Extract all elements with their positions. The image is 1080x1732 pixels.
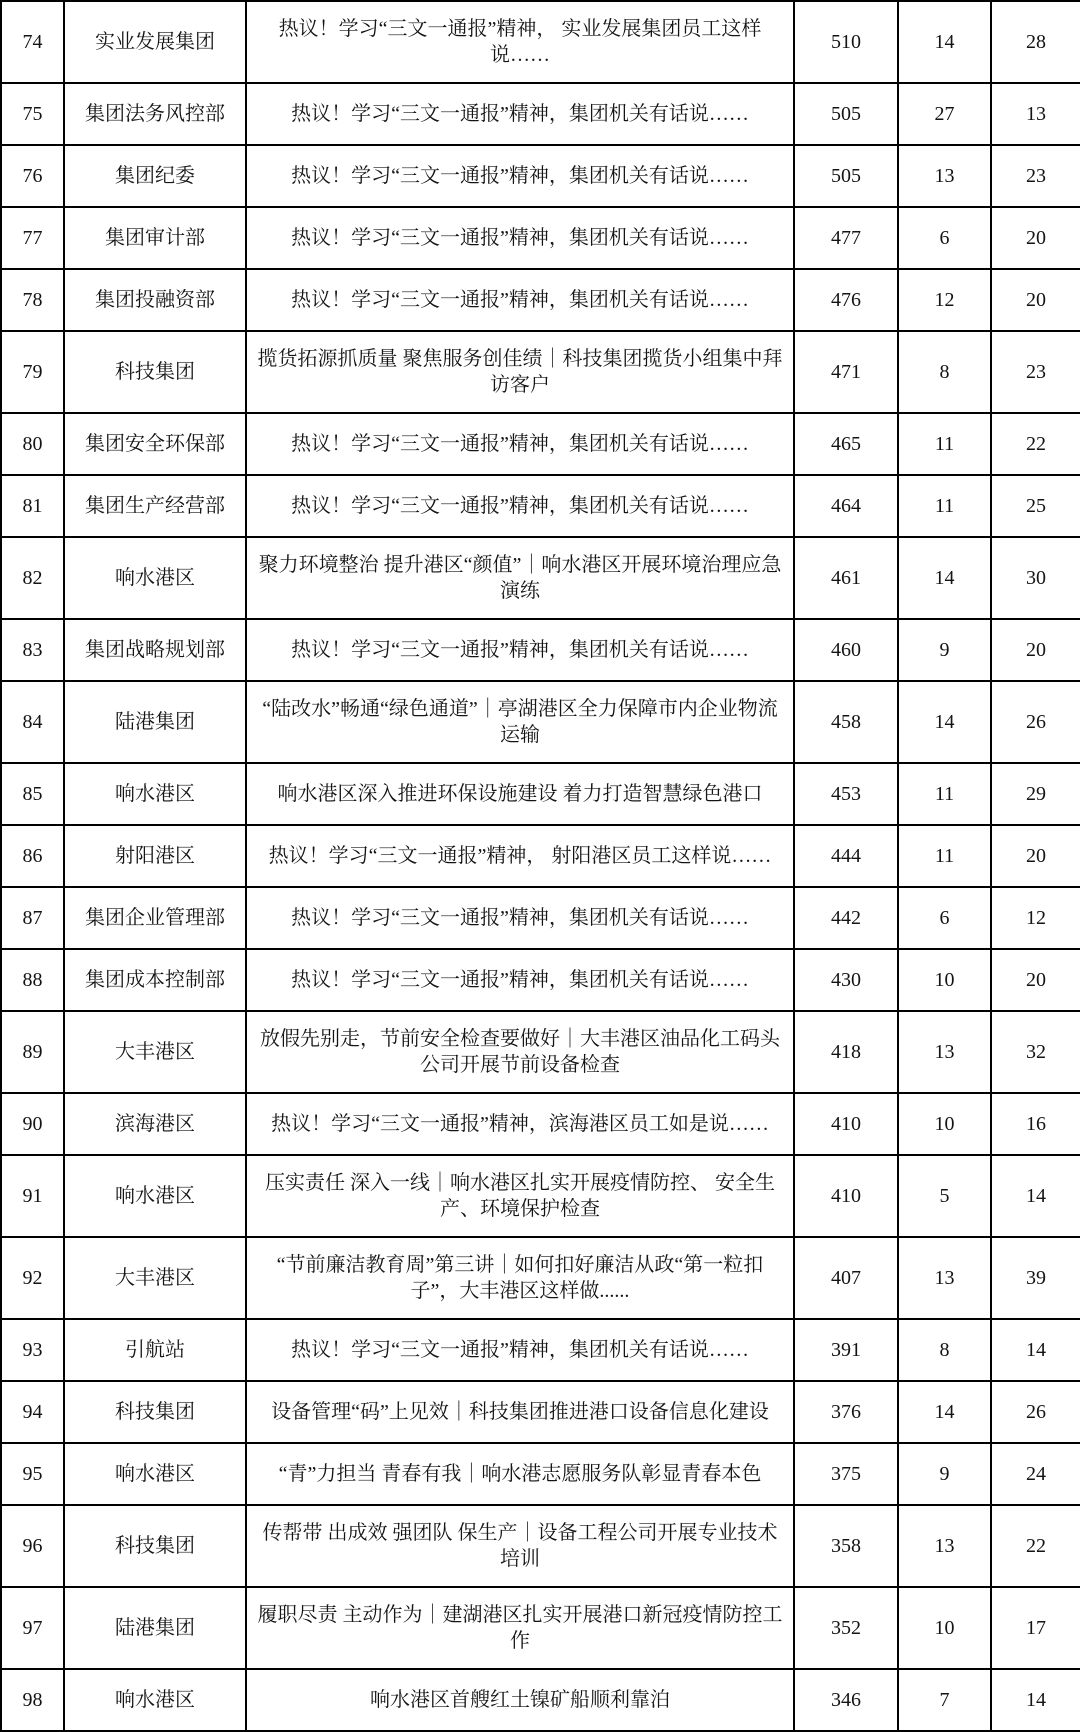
num1-cell: 505 (794, 145, 898, 207)
department-cell: 集团成本控制部 (64, 949, 246, 1011)
num2-cell: 14 (898, 1381, 991, 1443)
table-row (1, 1155, 1080, 1237)
row-number-cell: 84 (1, 681, 64, 763)
num1-cell: 465 (794, 413, 898, 475)
table-row (1, 207, 1080, 269)
row-number-cell: 82 (1, 537, 64, 619)
department-cell: 集团战略规划部 (64, 619, 246, 681)
num2-cell: 13 (898, 1011, 991, 1093)
table-row (1, 1, 1080, 83)
num1-cell: 410 (794, 1093, 898, 1155)
table-row (1, 331, 1080, 413)
row-number-cell: 75 (1, 83, 64, 145)
row-number-cell: 90 (1, 1093, 64, 1155)
num3-cell: 24 (991, 1443, 1080, 1505)
num1-cell: 430 (794, 949, 898, 1011)
department-cell: 集团审计部 (64, 207, 246, 269)
num1-cell: 477 (794, 207, 898, 269)
article-title-cell: “青”力担当 青春有我｜响水港志愿服务队彰显青春本色 (246, 1443, 794, 1505)
row-number-cell: 87 (1, 887, 64, 949)
num1-cell: 471 (794, 331, 898, 413)
num3-cell: 39 (991, 1237, 1080, 1319)
row-number-cell: 94 (1, 1381, 64, 1443)
department-cell: 陆港集团 (64, 1587, 246, 1669)
table-row (1, 475, 1080, 537)
row-number-cell: 85 (1, 763, 64, 825)
num3-cell: 23 (991, 145, 1080, 207)
num1-cell: 418 (794, 1011, 898, 1093)
article-title-cell: 热议！学习“三文一通报”精神，集团机关有话说…… (246, 145, 794, 207)
num1-cell: 442 (794, 887, 898, 949)
row-number-cell: 88 (1, 949, 64, 1011)
department-cell: 科技集团 (64, 1505, 246, 1587)
department-cell: 科技集团 (64, 1381, 246, 1443)
department-cell: 引航站 (64, 1319, 246, 1381)
num2-cell: 13 (898, 1237, 991, 1319)
num2-cell: 9 (898, 619, 991, 681)
num2-cell: 10 (898, 949, 991, 1011)
department-cell: 滨海港区 (64, 1093, 246, 1155)
article-title-cell: 履职尽责 主动作为｜建湖港区扎实开展港口新冠疫情防控工作 (246, 1587, 794, 1669)
num2-cell: 8 (898, 1319, 991, 1381)
table-row (1, 145, 1080, 207)
table-row (1, 825, 1080, 887)
num1-cell: 352 (794, 1587, 898, 1669)
table-row (1, 83, 1080, 145)
num1-cell: 464 (794, 475, 898, 537)
department-cell: 集团法务风控部 (64, 83, 246, 145)
num3-cell: 14 (991, 1319, 1080, 1381)
table-row (1, 619, 1080, 681)
department-cell: 响水港区 (64, 1443, 246, 1505)
article-title-cell: 热议！学习“三文一通报”精神，集团机关有话说…… (246, 83, 794, 145)
num3-cell: 16 (991, 1093, 1080, 1155)
department-cell: 集团企业管理部 (64, 887, 246, 949)
article-title-cell: 热议！学习“三文一通报”精神，集团机关有话说…… (246, 413, 794, 475)
table-row (1, 1237, 1080, 1319)
article-title-cell: 热议！学习“三文一通报”精神，集团机关有话说…… (246, 949, 794, 1011)
num2-cell: 27 (898, 83, 991, 145)
num1-cell: 510 (794, 1, 898, 83)
table-row (1, 1443, 1080, 1505)
row-number-cell: 83 (1, 619, 64, 681)
row-number-cell: 77 (1, 207, 64, 269)
num1-cell: 346 (794, 1669, 898, 1731)
num1-cell: 444 (794, 825, 898, 887)
num3-cell: 13 (991, 83, 1080, 145)
row-number-cell: 93 (1, 1319, 64, 1381)
department-cell: 集团安全环保部 (64, 413, 246, 475)
num3-cell: 20 (991, 269, 1080, 331)
article-title-cell: 热议！学习“三文一通报”精神，集团机关有话说…… (246, 269, 794, 331)
num3-cell: 20 (991, 207, 1080, 269)
article-title-cell: 放假先别走，节前安全检查要做好｜大丰港区油品化工码头公司开展节前设备检查 (246, 1011, 794, 1093)
num2-cell: 11 (898, 763, 991, 825)
table-row (1, 269, 1080, 331)
row-number-cell: 98 (1, 1669, 64, 1731)
table-row (1, 1587, 1080, 1669)
num1-cell: 391 (794, 1319, 898, 1381)
row-number-cell: 86 (1, 825, 64, 887)
row-number-cell: 97 (1, 1587, 64, 1669)
num3-cell: 25 (991, 475, 1080, 537)
num3-cell: 26 (991, 681, 1080, 763)
num3-cell: 29 (991, 763, 1080, 825)
table-row (1, 413, 1080, 475)
num3-cell: 22 (991, 413, 1080, 475)
num2-cell: 14 (898, 1, 991, 83)
department-cell: 集团投融资部 (64, 269, 246, 331)
article-title-cell: 热议！学习“三文一通报”精神， 射阳港区员工这样说…… (246, 825, 794, 887)
row-number-cell: 89 (1, 1011, 64, 1093)
department-cell: 大丰港区 (64, 1011, 246, 1093)
article-title-cell: 揽货拓源抓质量 聚焦服务创佳绩｜科技集团揽货小组集中拜访客户 (246, 331, 794, 413)
num1-cell: 375 (794, 1443, 898, 1505)
table-row (1, 1669, 1080, 1731)
article-title-cell: 热议！学习“三文一通报”精神，滨海港区员工如是说…… (246, 1093, 794, 1155)
num3-cell: 22 (991, 1505, 1080, 1587)
row-number-cell: 81 (1, 475, 64, 537)
num1-cell: 461 (794, 537, 898, 619)
num2-cell: 5 (898, 1155, 991, 1237)
table-body (1, 1, 1080, 1731)
article-title-cell: 热议！学习“三文一通报”精神， 实业发展集团员工这样说…… (246, 1, 794, 83)
row-number-cell: 80 (1, 413, 64, 475)
num1-cell: 376 (794, 1381, 898, 1443)
num2-cell: 6 (898, 887, 991, 949)
table-row (1, 537, 1080, 619)
row-number-cell: 76 (1, 145, 64, 207)
department-cell: 响水港区 (64, 763, 246, 825)
num1-cell: 453 (794, 763, 898, 825)
department-cell: 射阳港区 (64, 825, 246, 887)
article-title-cell: 设备管理“码”上见效｜科技集团推进港口设备信息化建设 (246, 1381, 794, 1443)
department-cell: 响水港区 (64, 1669, 246, 1731)
num3-cell: 14 (991, 1669, 1080, 1731)
table-row (1, 887, 1080, 949)
department-cell: 陆港集团 (64, 681, 246, 763)
row-number-cell: 91 (1, 1155, 64, 1237)
num2-cell: 11 (898, 475, 991, 537)
num3-cell: 20 (991, 619, 1080, 681)
article-title-cell: 聚力环境整治 提升港区“颜值”｜响水港区开展环境治理应急演练 (246, 537, 794, 619)
num1-cell: 505 (794, 83, 898, 145)
num2-cell: 10 (898, 1093, 991, 1155)
department-cell: 集团生产经营部 (64, 475, 246, 537)
num2-cell: 14 (898, 681, 991, 763)
department-cell: 集团纪委 (64, 145, 246, 207)
num3-cell: 14 (991, 1155, 1080, 1237)
num1-cell: 460 (794, 619, 898, 681)
article-title-cell: 响水港区首艘红土镍矿船顺利靠泊 (246, 1669, 794, 1731)
article-title-cell: 传帮带 出成效 强团队 保生产｜设备工程公司开展专业技术培训 (246, 1505, 794, 1587)
department-cell: 响水港区 (64, 537, 246, 619)
article-title-cell: “节前廉洁教育周”第三讲｜如何扣好廉洁从政“第一粒扣子”，大丰港区这样做...... (246, 1237, 794, 1319)
num2-cell: 12 (898, 269, 991, 331)
num2-cell: 13 (898, 1505, 991, 1587)
num2-cell: 7 (898, 1669, 991, 1731)
table-row (1, 1093, 1080, 1155)
num1-cell: 458 (794, 681, 898, 763)
article-title-cell: 热议！学习“三文一通报”精神，集团机关有话说…… (246, 1319, 794, 1381)
num1-cell: 407 (794, 1237, 898, 1319)
num3-cell: 20 (991, 949, 1080, 1011)
article-title-cell: “陆改水”畅通“绿色通道”｜亭湖港区全力保障市内企业物流运输 (246, 681, 794, 763)
num2-cell: 6 (898, 207, 991, 269)
table-row (1, 1505, 1080, 1587)
num3-cell: 30 (991, 537, 1080, 619)
num3-cell: 12 (991, 887, 1080, 949)
table-row (1, 763, 1080, 825)
article-title-cell: 压实责任 深入一线｜响水港区扎实开展疫情防控、 安全生产、环境保护检查 (246, 1155, 794, 1237)
article-title-cell: 热议！学习“三文一通报”精神，集团机关有话说…… (246, 475, 794, 537)
table-row (1, 1381, 1080, 1443)
article-title-cell: 热议！学习“三文一通报”精神，集团机关有话说…… (246, 619, 794, 681)
num3-cell: 26 (991, 1381, 1080, 1443)
num2-cell: 13 (898, 145, 991, 207)
num2-cell: 9 (898, 1443, 991, 1505)
num3-cell: 23 (991, 331, 1080, 413)
num2-cell: 8 (898, 331, 991, 413)
table-row (1, 1319, 1080, 1381)
num3-cell: 17 (991, 1587, 1080, 1669)
num3-cell: 28 (991, 1, 1080, 83)
num3-cell: 20 (991, 825, 1080, 887)
num1-cell: 410 (794, 1155, 898, 1237)
row-number-cell: 78 (1, 269, 64, 331)
table-row (1, 681, 1080, 763)
article-title-cell: 热议！学习“三文一通报”精神，集团机关有话说…… (246, 207, 794, 269)
table-row (1, 949, 1080, 1011)
article-title-cell: 热议！学习“三文一通报”精神，集团机关有话说…… (246, 887, 794, 949)
row-number-cell: 96 (1, 1505, 64, 1587)
department-cell: 大丰港区 (64, 1237, 246, 1319)
row-number-cell: 74 (1, 1, 64, 83)
table-row (1, 1011, 1080, 1093)
num2-cell: 10 (898, 1587, 991, 1669)
department-cell: 实业发展集团 (64, 1, 246, 83)
article-title-cell: 响水港区深入推进环保设施建设 着力打造智慧绿色港口 (246, 763, 794, 825)
num2-cell: 14 (898, 537, 991, 619)
num3-cell: 32 (991, 1011, 1080, 1093)
num1-cell: 476 (794, 269, 898, 331)
row-number-cell: 92 (1, 1237, 64, 1319)
num1-cell: 358 (794, 1505, 898, 1587)
num2-cell: 11 (898, 825, 991, 887)
row-number-cell: 79 (1, 331, 64, 413)
department-cell: 响水港区 (64, 1155, 246, 1237)
row-number-cell: 95 (1, 1443, 64, 1505)
department-cell: 科技集团 (64, 331, 246, 413)
num2-cell: 11 (898, 413, 991, 475)
